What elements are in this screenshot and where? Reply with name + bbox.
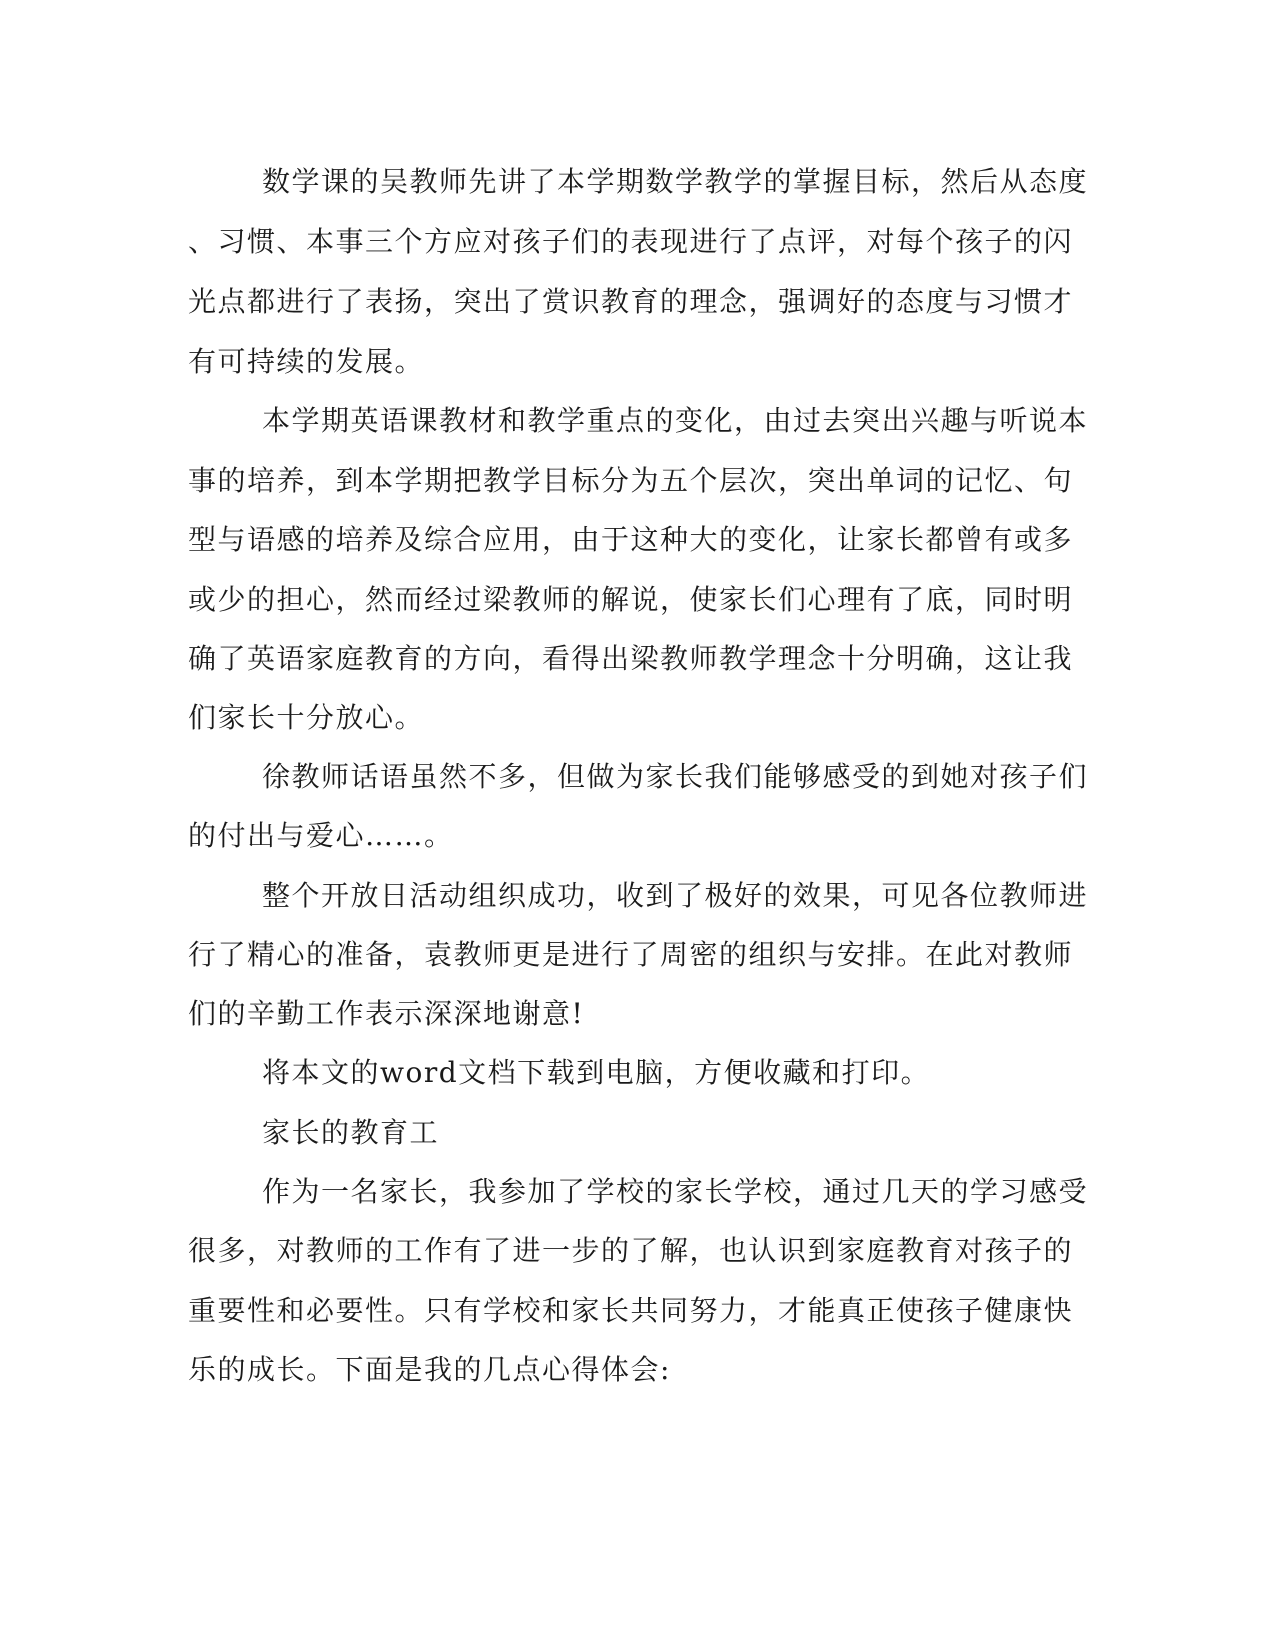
text-line: 们家长十分放心。 [188, 701, 425, 734]
text-line: 事的培养，到本学期把教学目标分为五个层次，突出单词的记忆、句 [188, 464, 1074, 497]
text-line: 很多，对教师的工作有了进一步的了解，也认识到家庭教育对孩子的 [188, 1234, 1074, 1267]
text-line: 们的辛勤工作表示深深地谢意! [188, 997, 585, 1030]
text-line: 将本文的word文档下载到电脑，方便收藏和打印。 [262, 1056, 931, 1089]
text-line: 光点都进行了表扬，突出了赏识教育的理念，强调好的态度与习惯才 [188, 285, 1074, 318]
text-line: 、习惯、本事三个方应对孩子们的表现进行了点评，对每个孩子的闪 [188, 225, 1074, 258]
text-line: 家长的教育工 [262, 1116, 440, 1149]
text-line: 整个开放日活动组织成功，收到了极好的效果，可见各位教师进 [262, 879, 1089, 912]
text-line: 型与语感的培养及综合应用，由于这种大的变化，让家长都曾有或多 [188, 523, 1074, 556]
text-line: 本学期英语课教材和教学重点的变化，由过去突出兴趣与听说本 [262, 404, 1089, 437]
text-line: 确了英语家庭教育的方向，看得出梁教师教学理念十分明确，这让我 [188, 642, 1074, 675]
text-line: 行了精心的准备，袁教师更是进行了周密的组织与安排。在此对教师 [188, 938, 1074, 971]
text-line: 的付出与爱心……。 [188, 819, 454, 852]
text-line: 乐的成长。下面是我的几点心得体会: [188, 1353, 671, 1386]
text-line: 徐教师话语虽然不多，但做为家长我们能够感受的到她对孩子们 [262, 760, 1089, 793]
text-line: 数学课的吴教师先讲了本学期数学教学的掌握目标，然后从态度 [262, 165, 1089, 198]
text-line: 或少的担心，然而经过梁教师的解说，使家长们心理有了底，同时明 [188, 583, 1074, 616]
text-line: 重要性和必要性。只有学校和家长共同努力，才能真正使孩子健康快 [188, 1294, 1074, 1327]
text-line: 有可持续的发展。 [188, 345, 425, 378]
text-line: 作为一名家长，我参加了学校的家长学校，通过几天的学习感受 [262, 1175, 1089, 1208]
